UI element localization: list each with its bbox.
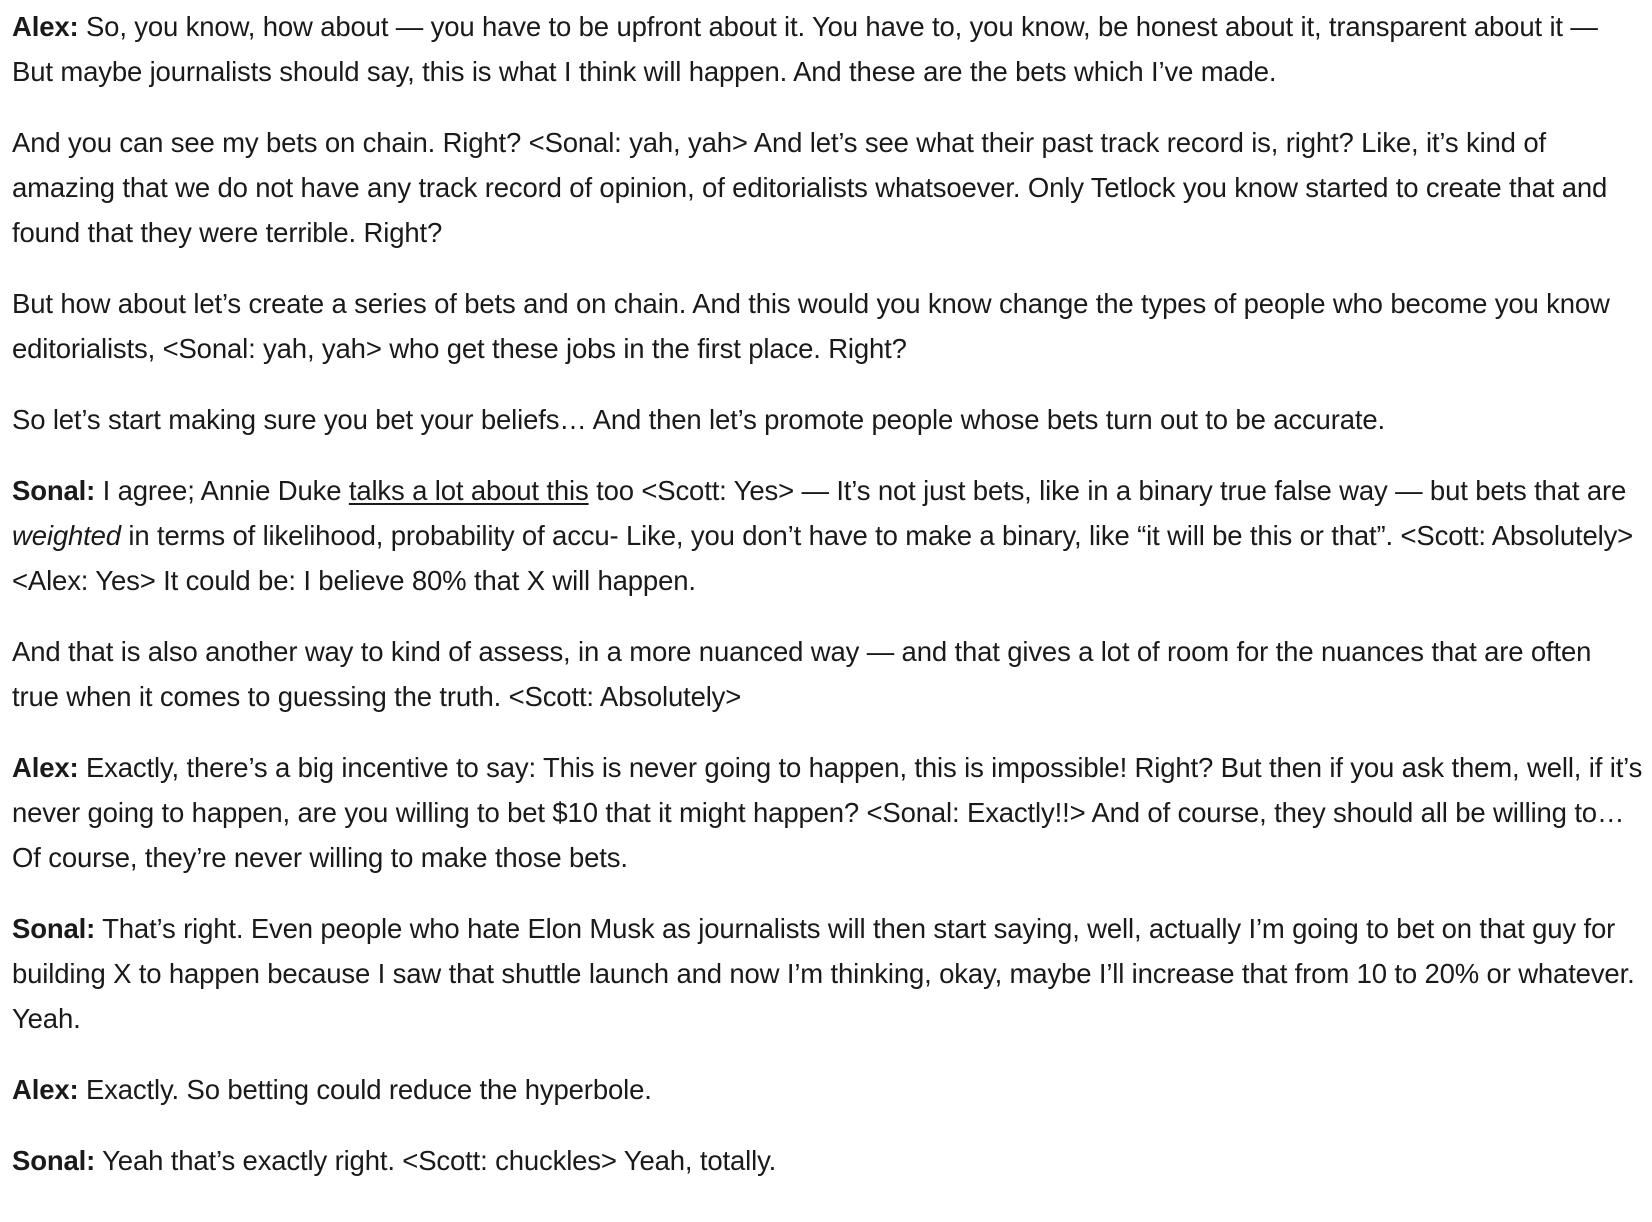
transcript-paragraph-9 bbox=[12, 1067, 1644, 1112]
transcript-paragraph-4 bbox=[12, 397, 1644, 442]
paragraph-text: And you can see my bets on chain. Right? <Sonal: yah, yah> And let’s see what their past track record is, right? Like, it’s kind of amazing that we do not have any track record of opinion, of editorialists whatsoever. Only Tetlock you know started to create that and found that they were terrible. Right? bbox=[12, 127, 1608, 248]
transcript-paragraph-7 bbox=[12, 745, 1644, 880]
speaker-label: Sonal: bbox=[12, 475, 96, 506]
annie-duke-link[interactable]: talks a lot about this bbox=[348, 475, 589, 506]
transcript-paragraph-8 bbox=[12, 906, 1644, 1041]
transcript-paragraph-6 bbox=[12, 629, 1644, 719]
paragraph-text: But how about let’s create a series of bets and on chain. And this would you know change the types of people who become you know editorialists, <Sonal: yah, yah> who get these jobs in the first place. Right? bbox=[12, 288, 1610, 364]
transcript-paragraph-1 bbox=[12, 4, 1644, 94]
paragraph-text: I agree; Annie Duke bbox=[95, 475, 349, 506]
paragraph-text: Exactly, there’s a big incentive to say: This is never going to happen, this is impossible! Right? But then if you ask them, well, if it’s never going to happen, are you willing to bet $10 that it might happen? <Sonal: Exactly!!> And of course, they should all be willing to… Of course, they’re never willing to make those bets. bbox=[12, 752, 1643, 873]
speaker-label: Sonal: bbox=[12, 913, 96, 944]
paragraph-text: That’s right. Even people who hate Elon Musk as journalists will then start saying, well, actually I’m going to bet on that guy for building X to happen because I saw that shuttle launch and now I’m thinking, okay, maybe I’ll increase that from 10 to 20% or whatever. Yeah. bbox=[12, 913, 1635, 1034]
paragraph-text: too <Scott: Yes> — It’s not just bets, like in a binary true false way — but bets that are bbox=[588, 475, 1627, 506]
speaker-label: Alex: bbox=[12, 11, 79, 42]
paragraph-text: in terms of likelihood, probability of accu- Like, you don’t have to make a binary, like “it will be this or that”. <Scott: Absolutely> <Alex: Yes> It could be: I believe 80% that X will happen. bbox=[12, 520, 1634, 596]
speaker-label: Sonal: bbox=[12, 1145, 96, 1176]
speaker-label: Alex: bbox=[12, 752, 79, 783]
transcript-paragraph-3 bbox=[12, 281, 1644, 371]
transcript-paragraph-2 bbox=[12, 120, 1644, 255]
emphasis-text: weighted bbox=[12, 520, 121, 551]
transcript-paragraph-5 bbox=[12, 468, 1644, 603]
transcript-paragraph-10 bbox=[12, 1138, 1644, 1183]
speaker-label: Alex: bbox=[12, 1074, 79, 1105]
paragraph-text: So let’s start making sure you bet your beliefs… And then let’s promote people whose bets turn out to be accurate. bbox=[12, 404, 1385, 435]
paragraph-text: So, you know, how about — you have to be upfront about it. You have to, you know, be honest about it, transparent about it — But maybe journalists should say, this is what I think will happen. And these are the bets which I’ve made. bbox=[12, 11, 1598, 87]
paragraph-text: Exactly. So betting could reduce the hyperbole. bbox=[78, 1074, 652, 1105]
paragraph-text: And that is also another way to kind of assess, in a more nuanced way — and that gives a lot of room for the nuances that are often true when it comes to guessing the truth. <Scott: Absolutely> bbox=[12, 636, 1592, 712]
paragraph-text: Yeah that’s exactly right. <Scott: chuckles> Yeah, totally. bbox=[95, 1145, 777, 1176]
